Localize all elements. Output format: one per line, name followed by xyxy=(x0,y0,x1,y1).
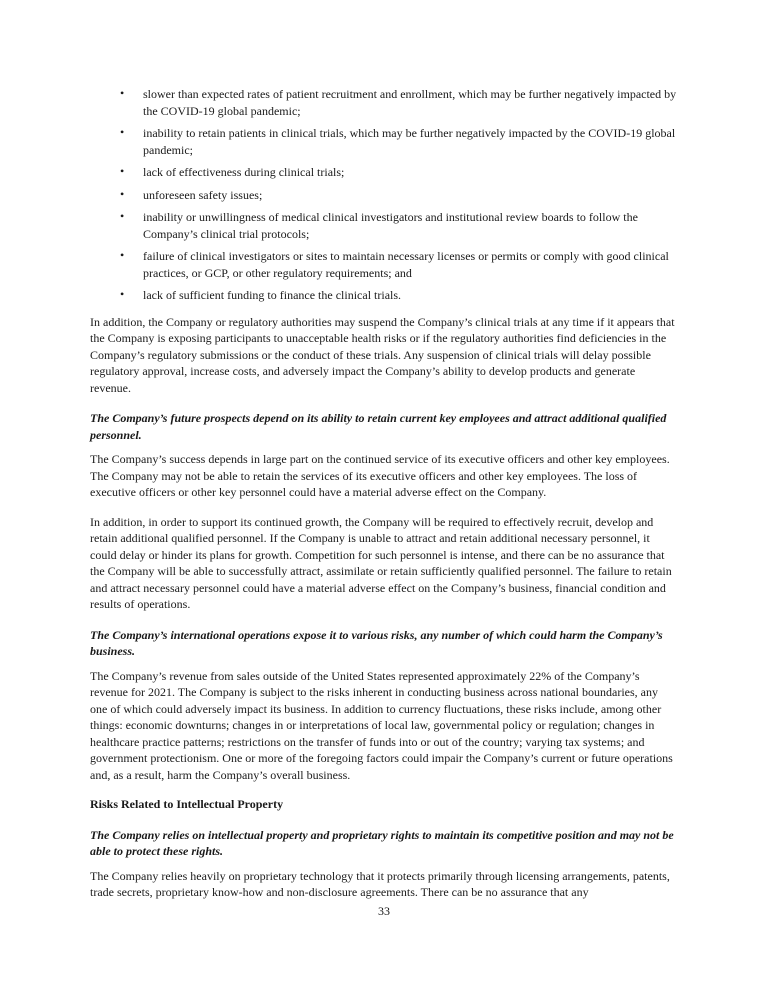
bullet-icon: • xyxy=(120,248,125,262)
bullet-item xyxy=(90,125,678,158)
heading-ip-rights: The Company relies on intellectual property and proprietary rights to maintain its competitive position and may not be able to protect these rights. xyxy=(90,827,674,858)
bullet-item xyxy=(90,187,678,204)
page-number: 33 xyxy=(378,904,390,918)
bullet-text: inability or unwillingness of medical clinical investigators and institutional review boards to follow the Company’s clinical trial protocols; xyxy=(143,210,638,241)
paragraph-ip-reliance: The Company relies heavily on proprietary technology that it protects primarily through licensing arrangements, patents, trade secrets, proprietary know-how and non-disclosure agreements. There can be no assurance that any xyxy=(90,868,670,899)
paragraph-international-operations: The Company’s revenue from sales outside of the United States represented approximately 22% of the Company’s revenue for 2021. The Company is subject to the risks inherent in conducting business across national boundaries, any one of which could adversely impact its business. In addition to currency fluctuations, these risks include, among other things: economic downturns; changes in or interpretations of local law, governmental policy or regulation; changes in healthcare practice patterns; restrictions on the transfer of funds into or out of the country; varying tax systems; and government protectionism. One or more of the foregoing factors could impair the Company’s current or future operations and, as a result, harm the Company’s overall business. xyxy=(90,668,673,782)
bullet-icon: • xyxy=(120,209,125,223)
bullet-icon: • xyxy=(120,287,125,301)
bullet-text: unforeseen safety issues; xyxy=(143,187,263,202)
bullet-text: lack of effectiveness during clinical trials; xyxy=(143,165,345,179)
bullet-item xyxy=(90,287,678,304)
bullet-icon: • xyxy=(120,164,125,178)
paragraph-clinical-trials-suspension: In addition, the Company or regulatory authorities may suspend the Company’s clinical trials at any time if it appears that the Company is exposing participants to unacceptable health risks or if the regulatory authorities find deficiencies in the Company’s regulatory submissions or the conduct of these trials. Any suspension of clinical trials will delay possible regulatory approval, increase costs, and adversely impact the Company’s ability to develop products and generate revenue. xyxy=(90,314,675,395)
bullet-list xyxy=(90,86,678,304)
paragraph-key-employees-1: The Company’s success depends in large part on the continued service of its executive officers and other key employees. The Company may not be able to retain the services of its executive officers and other key employees. The loss of executive officers or other key personnel could have a material adverse effect on the Company. xyxy=(90,452,670,499)
bullet-icon: • xyxy=(120,186,125,201)
heading-international-operations: The Company’s international operations expose it to various risks, any number of which could harm the Company’s business. xyxy=(90,627,663,658)
heading-key-employees: The Company’s future prospects depend on its ability to retain current key employees and attract additional qualified personnel. xyxy=(90,411,667,442)
bullet-item xyxy=(90,86,678,119)
page-content xyxy=(90,86,678,914)
bullet-icon: • xyxy=(120,125,125,139)
bullet-item xyxy=(90,248,678,281)
bullet-text: lack of sufficient funding to finance the clinical trials. xyxy=(143,288,402,302)
bullet-text: slower than expected rates of patient recruitment and enrollment, which may be further negatively impacted by the COVID-19 global pandemic; xyxy=(143,87,677,118)
paragraph-key-employees-2: In addition, in order to support its continued growth, the Company will be required to effectively recruit, develop and retain additional qualified personnel. If the Company is unable to attract and retain additional necessary personnel, it could delay or hinder its plans for growth. Competition for such personnel is intense, and there can be no assurance that the Company will be able to successfully attract, assimilate or retain sufficiently qualified personnel. The failure to retain and attract necessary personnel could have a material adverse effect on the Company’s business, financial condition and results of operations. xyxy=(90,514,672,611)
bullet-item xyxy=(90,164,678,181)
bullet-item xyxy=(90,209,678,242)
page-footer xyxy=(0,903,768,920)
bullet-text: failure of clinical investigators or sites to maintain necessary licenses or permits or comply with good clinical practices, or GCP, or other regulatory requirements; and xyxy=(143,249,669,280)
bullet-icon: • xyxy=(120,86,125,100)
section-heading-intellectual-property: Risks Related to Intellectual Property xyxy=(90,797,284,811)
bullet-text: inability to retain patients in clinical trials, which may be further negatively impacted by the COVID-19 global pandemic; xyxy=(143,126,676,157)
